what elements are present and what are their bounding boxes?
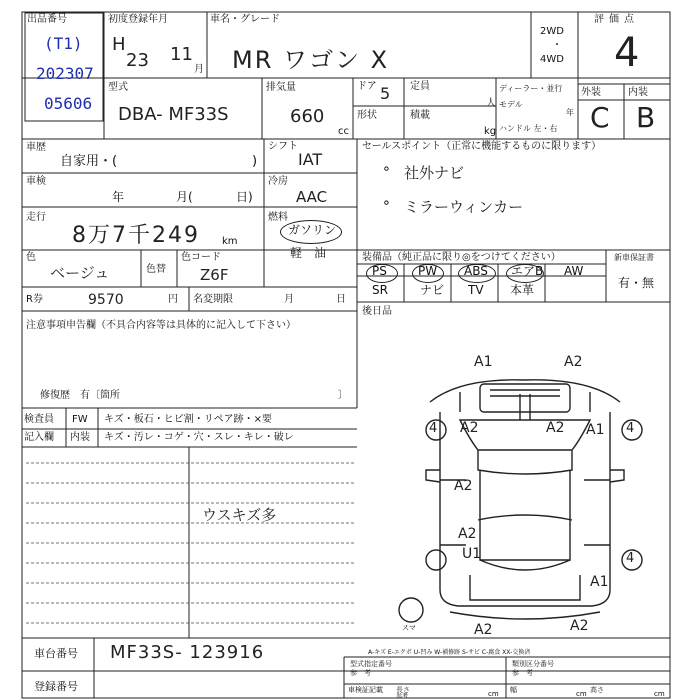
exterior-grade: C — [590, 101, 610, 134]
equip-tv: TV — [468, 283, 484, 297]
color-value: ベージュ — [50, 264, 110, 282]
shift-label: シフト — [268, 141, 298, 152]
entry-label: 記入欄 — [24, 432, 54, 443]
size-length-unit: cm — [488, 690, 499, 698]
mileage-unit: km — [222, 236, 238, 247]
exterior-label: 外装 — [581, 87, 601, 98]
engine-value: 660 — [290, 106, 325, 127]
model-label: 型式 — [108, 82, 128, 93]
mark-rear-left: A2 — [474, 622, 493, 638]
cooler-label: 冷房 — [268, 176, 288, 187]
car-name-label: 車名・グレード — [210, 14, 280, 25]
model-year-unit: 年 — [566, 108, 574, 117]
size-height-unit: cm — [654, 690, 665, 698]
mark-front-left: A1 — [474, 354, 493, 370]
category-ref: 参 考 — [512, 669, 533, 677]
drive-dot: ・ — [552, 40, 562, 51]
interior-grade: B — [636, 101, 656, 134]
size-length-label: 長さ — [396, 686, 410, 694]
size-label: 車検証記載 — [348, 686, 383, 694]
back-note-label: 後日品 — [362, 306, 392, 317]
dealer-label: ディーラー・並行 — [499, 84, 563, 93]
usage-value: 自家用・( — [60, 154, 118, 169]
drive-4wd: 4WD — [540, 54, 564, 65]
drive-2wd: 2WD — [540, 26, 564, 37]
car-name-value: MR ワゴン X — [232, 46, 390, 74]
mark-rear-right: A2 — [570, 618, 589, 634]
color-code-value: Z6F — [200, 266, 229, 284]
grade-label: 評価点 — [594, 14, 639, 25]
load-unit: kg — [484, 126, 497, 137]
size-height-label: 高さ — [590, 686, 604, 694]
notes-label: 注意事項申告欄（不具合内容等は具体的に記入して下さい） — [26, 320, 296, 331]
mark-right-fender: A1 — [586, 422, 605, 438]
lot-number-label: 出品番号 — [27, 14, 67, 25]
name-change-month: 月 — [284, 294, 294, 305]
size-width-label: 幅 — [510, 686, 517, 694]
inspector-fw: FW — [72, 414, 88, 425]
inspector-label: 検査員 — [24, 414, 54, 425]
chassis-label: 車台番号 — [34, 647, 78, 660]
inspector-items: キズ・板石・ヒビ割・リペア跡・×要 — [104, 414, 272, 425]
usage-close: ) — [252, 154, 258, 169]
doors-label: ドア — [357, 81, 377, 92]
shaken-year: 年 — [112, 190, 125, 204]
lot-number-line1: (T1) — [44, 34, 83, 53]
mark-left-door: A2 — [454, 478, 473, 494]
lot-number-line3: 05606 — [44, 94, 93, 113]
equipment-label: 装備品（純正品に限り◎をつけてください） — [362, 252, 561, 263]
shaken-month: 月( — [176, 190, 193, 204]
color-code-label: 色コード — [181, 252, 221, 263]
equip-pw: PW — [418, 264, 438, 278]
color-change-label: 色替 — [146, 264, 166, 275]
engine-unit: cc — [338, 126, 349, 137]
warranty-label: 新車保証書 — [614, 253, 654, 262]
handle-label: ハンドル 左・右 — [499, 124, 558, 133]
shaken-day: 日) — [236, 190, 253, 204]
memo-value: ウスキズ多 — [202, 506, 277, 524]
mark-rear-right-wheel: 4 — [626, 551, 635, 566]
size-width-unit: cm — [576, 690, 587, 698]
registry-label: 登録番号 — [34, 680, 78, 693]
fuel-gasoline: ガソリン — [288, 223, 337, 237]
first-reg-label: 初度登録年月 — [108, 14, 168, 25]
recycle-label: R券 — [26, 294, 43, 305]
interior-label: 内装 — [628, 87, 648, 98]
name-change-day: 日 — [336, 294, 346, 305]
model-year-label: モデル — [499, 100, 523, 109]
engine-label: 排気量 — [266, 82, 296, 93]
first-reg-month-unit: 月 — [194, 64, 204, 75]
repair-history-close: 〕 — [338, 390, 348, 401]
first-reg-era: H — [112, 34, 126, 55]
size-ref: 参考 — [396, 693, 409, 700]
equip-navi: ナビ — [420, 283, 445, 297]
recycle-value: 9570 — [88, 292, 124, 308]
grade-value: 4 — [614, 30, 640, 76]
repair-history-label: 修復歴 有〔箇所 — [40, 390, 120, 401]
name-change-label: 名変期限 — [193, 294, 233, 305]
equip-airbag: エアB — [511, 264, 544, 278]
entry-items: キズ・汚レ・コゲ・穴・スレ・キレ・破レ — [104, 432, 294, 443]
equip-sr: SR — [372, 283, 388, 297]
capacity-unit: 人 — [486, 98, 496, 109]
recycle-unit: 円 — [168, 294, 178, 305]
mark-right-quarter: A1 — [590, 574, 609, 590]
mark-front-right: A2 — [564, 354, 583, 370]
equip-ps: PS — [372, 264, 387, 278]
equip-leather: 本革 — [510, 283, 535, 297]
selling-item-1: 社外ナビ — [404, 164, 465, 182]
mark-left-quarter: U1 — [462, 546, 482, 562]
designated-ref: 参 考 — [350, 669, 371, 677]
first-reg-year: 23 — [126, 50, 149, 71]
load-label: 積載 — [410, 110, 430, 121]
chassis-value: MF33S- 123916 — [110, 642, 265, 663]
lot-number-line2: 202307 — [36, 64, 94, 83]
cooler-value: AAC — [296, 188, 328, 206]
usage-label: 車歴 — [26, 142, 46, 153]
category-label: 類別区分番号 — [512, 660, 554, 668]
spare-label: スマ — [402, 624, 416, 632]
shape-label: 形状 — [357, 110, 377, 121]
damage-legend: A-キズ E-エクボ U-凹み W-補修跡 S-サビ C-腐食 XX-交換済 — [368, 649, 531, 656]
selling-item-2: ミラーウィンカー — [404, 198, 524, 216]
mileage-value: 8万7千249 — [72, 223, 200, 248]
fuel-diesel: 軽 油 — [290, 246, 327, 260]
model-value: DBA- MF33S — [118, 104, 229, 125]
shaken-label: 車検 — [26, 176, 46, 187]
mileage-label: 走行 — [26, 212, 46, 223]
warranty-value: 有・無 — [618, 276, 655, 290]
doors-value: 5 — [380, 84, 391, 103]
capacity-label: 定員 — [410, 81, 430, 92]
selling-bullet-2: ∘ — [382, 195, 391, 211]
entry-interior: 内装 — [70, 432, 90, 443]
mark-front-right-wheel: 4 — [626, 421, 635, 436]
mark-front-left-wheel: 4 — [429, 421, 438, 436]
color-label: 色 — [26, 252, 36, 263]
selling-bullet-1: ∘ — [382, 161, 391, 177]
equip-aw: AW — [564, 264, 584, 278]
designated-label: 型式指定番号 — [350, 660, 392, 668]
mark-left-fender: A2 — [460, 420, 479, 436]
fuel-label: 燃料 — [268, 212, 288, 223]
mark-hood: A2 — [546, 420, 565, 436]
mark-left-rear: A2 — [458, 526, 477, 542]
first-reg-month: 11 — [170, 44, 193, 65]
selling-point-label: セールスポイント（正常に機能するものに限ります） — [362, 141, 602, 152]
shift-value: IAT — [298, 150, 323, 169]
equip-abs: ABS — [464, 264, 488, 278]
